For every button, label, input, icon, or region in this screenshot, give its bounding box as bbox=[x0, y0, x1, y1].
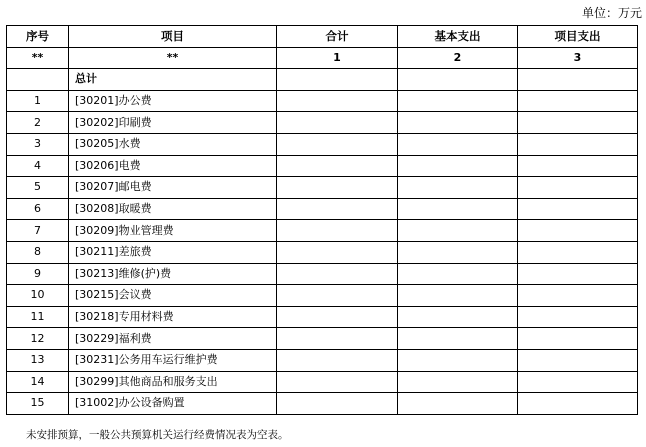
row-total bbox=[277, 328, 398, 350]
total-label: 总计 bbox=[69, 69, 277, 91]
total-sum-cell bbox=[277, 69, 398, 91]
table-row bbox=[7, 220, 638, 242]
footnote: 未安排预算，一般公共预算机关运行经费情况表为空表。 bbox=[26, 429, 289, 441]
row-total bbox=[277, 198, 398, 220]
row-project bbox=[518, 155, 638, 177]
row-total bbox=[277, 263, 398, 285]
row-item: [30299]其他商品和服务支出 bbox=[69, 371, 277, 393]
row-seq: 15 bbox=[7, 393, 69, 415]
row-basic bbox=[398, 393, 518, 415]
col-header-basic: 基本支出 bbox=[398, 26, 518, 48]
code-cell: 3 bbox=[518, 47, 638, 69]
row-basic bbox=[398, 328, 518, 350]
row-total bbox=[277, 177, 398, 199]
table-row bbox=[7, 328, 638, 350]
header-row bbox=[7, 26, 638, 48]
table-row bbox=[7, 393, 638, 415]
table-row bbox=[7, 155, 638, 177]
row-project bbox=[518, 306, 638, 328]
col-header-seq: 序号 bbox=[7, 26, 69, 48]
row-project bbox=[518, 263, 638, 285]
row-seq: 8 bbox=[7, 241, 69, 263]
row-seq: 9 bbox=[7, 263, 69, 285]
row-total bbox=[277, 371, 398, 393]
row-project bbox=[518, 393, 638, 415]
row-total bbox=[277, 133, 398, 155]
row-project bbox=[518, 133, 638, 155]
table-row bbox=[7, 133, 638, 155]
table-row bbox=[7, 112, 638, 134]
row-project bbox=[518, 177, 638, 199]
row-basic bbox=[398, 371, 518, 393]
row-basic bbox=[398, 177, 518, 199]
row-basic bbox=[398, 263, 518, 285]
row-item: [30205]水费 bbox=[69, 133, 277, 155]
table-row bbox=[7, 198, 638, 220]
row-basic bbox=[398, 90, 518, 112]
total-basic-cell bbox=[398, 69, 518, 91]
row-basic bbox=[398, 349, 518, 371]
row-project bbox=[518, 90, 638, 112]
row-total bbox=[277, 241, 398, 263]
row-total bbox=[277, 90, 398, 112]
row-total bbox=[277, 393, 398, 415]
row-item: [30215]会议费 bbox=[69, 285, 277, 307]
row-seq: 4 bbox=[7, 155, 69, 177]
table-row bbox=[7, 177, 638, 199]
row-item: [30218]专用材料费 bbox=[69, 306, 277, 328]
row-project bbox=[518, 198, 638, 220]
row-seq: 10 bbox=[7, 285, 69, 307]
row-item: [30209]物业管理费 bbox=[69, 220, 277, 242]
code-row bbox=[7, 47, 638, 69]
row-project bbox=[518, 349, 638, 371]
row-item: [30207]邮电费 bbox=[69, 177, 277, 199]
row-total bbox=[277, 285, 398, 307]
row-project bbox=[518, 328, 638, 350]
row-project bbox=[518, 285, 638, 307]
row-basic bbox=[398, 133, 518, 155]
table-row bbox=[7, 306, 638, 328]
row-seq: 3 bbox=[7, 133, 69, 155]
code-cell: 2 bbox=[398, 47, 518, 69]
code-cell: 1 bbox=[277, 47, 398, 69]
table-row bbox=[7, 241, 638, 263]
row-item: [30202]印刷费 bbox=[69, 112, 277, 134]
col-header-item: 项目 bbox=[69, 26, 277, 48]
row-project bbox=[518, 371, 638, 393]
col-header-total: 合计 bbox=[277, 26, 398, 48]
row-seq: 5 bbox=[7, 177, 69, 199]
code-cell: ** bbox=[7, 47, 69, 69]
row-seq: 6 bbox=[7, 198, 69, 220]
table-row bbox=[7, 371, 638, 393]
row-item: [30229]福利费 bbox=[69, 328, 277, 350]
row-basic bbox=[398, 112, 518, 134]
row-item: [30208]取暖费 bbox=[69, 198, 277, 220]
row-total bbox=[277, 112, 398, 134]
row-basic bbox=[398, 241, 518, 263]
table-row bbox=[7, 263, 638, 285]
row-seq: 7 bbox=[7, 220, 69, 242]
row-seq: 11 bbox=[7, 306, 69, 328]
row-basic bbox=[398, 198, 518, 220]
budget-table bbox=[6, 25, 638, 415]
row-seq: 13 bbox=[7, 349, 69, 371]
unit-label: 单位：万元 bbox=[581, 6, 642, 20]
row-basic bbox=[398, 155, 518, 177]
table-row bbox=[7, 349, 638, 371]
row-project bbox=[518, 220, 638, 242]
row-seq: 1 bbox=[7, 90, 69, 112]
row-item: [30213]维修(护)费 bbox=[69, 263, 277, 285]
row-item: [30201]办公费 bbox=[69, 90, 277, 112]
row-seq: 12 bbox=[7, 328, 69, 350]
row-total bbox=[277, 220, 398, 242]
row-item: [31002]办公设备购置 bbox=[69, 393, 277, 415]
row-project bbox=[518, 112, 638, 134]
row-item: [30231]公务用车运行维护费 bbox=[69, 349, 277, 371]
row-seq: 2 bbox=[7, 112, 69, 134]
row-item: [30206]电费 bbox=[69, 155, 277, 177]
row-basic bbox=[398, 220, 518, 242]
total-seq-cell bbox=[7, 69, 69, 91]
row-seq: 14 bbox=[7, 371, 69, 393]
row-item: [30211]差旅费 bbox=[69, 241, 277, 263]
row-total bbox=[277, 155, 398, 177]
row-basic bbox=[398, 285, 518, 307]
total-row bbox=[7, 69, 638, 91]
code-cell: ** bbox=[69, 47, 277, 69]
row-basic bbox=[398, 306, 518, 328]
row-total bbox=[277, 349, 398, 371]
row-project bbox=[518, 241, 638, 263]
col-header-project: 项目支出 bbox=[518, 26, 638, 48]
total-project-cell bbox=[518, 69, 638, 91]
table-row bbox=[7, 90, 638, 112]
row-total bbox=[277, 306, 398, 328]
table-row bbox=[7, 285, 638, 307]
